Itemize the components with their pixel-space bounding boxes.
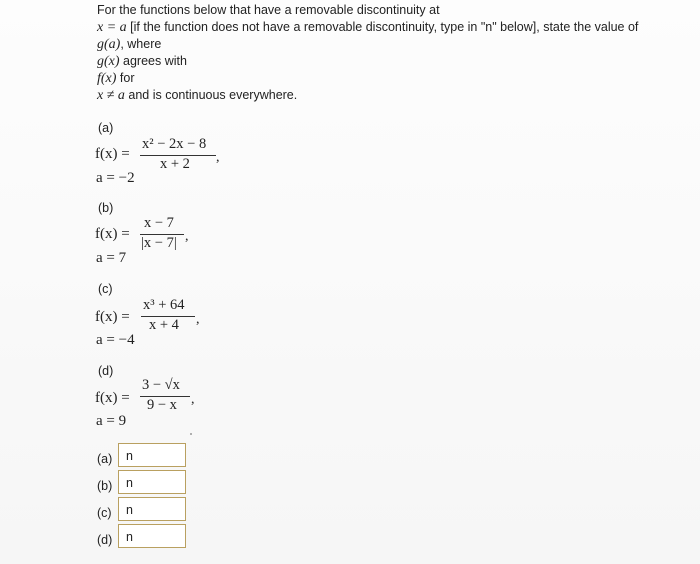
part-d-comma: , [191, 392, 195, 407]
instructions-line-6: x ≠ a and is continuous everywhere. [97, 88, 298, 103]
answer-d-label: (d) [97, 533, 113, 547]
part-b-a-value: a = 7 [96, 250, 127, 266]
part-d-lhs: f(x) = [95, 390, 130, 406]
answer-c-label: (c) [97, 506, 112, 520]
part-c-label: (c) [98, 282, 113, 296]
math-g-of-a: g(a) [97, 37, 121, 52]
answer-d-input[interactable]: n [118, 524, 186, 548]
part-c-comma: , [196, 312, 200, 327]
math-f-of-x: f(x) [97, 71, 117, 86]
math-x-not-a: x ≠ a [97, 88, 125, 103]
part-a-denominator: x + 2 [160, 156, 190, 172]
part-a-lhs: f(x) = [95, 146, 130, 162]
part-a-comma: , [216, 150, 220, 165]
answer-c-input[interactable]: n [118, 497, 186, 521]
stray-dot [190, 433, 192, 435]
part-a-numerator: x² − 2x − 8 [142, 136, 207, 152]
instructions-line-1: For the functions below that have a removable discontinuity at [97, 3, 440, 17]
answer-b-label: (b) [97, 479, 113, 493]
part-b-label: (b) [98, 201, 114, 215]
part-c-lhs: f(x) = [95, 309, 130, 325]
instructions-line-4: g(x) agrees with [97, 54, 187, 69]
part-c-a-value: a = −4 [96, 332, 135, 348]
part-b-denominator: |x − 7| [141, 235, 177, 251]
answer-a-input[interactable]: n [118, 443, 186, 467]
part-b-comma: , [185, 229, 189, 244]
part-c-denominator: x + 4 [149, 317, 179, 333]
part-b-numerator: x − 7 [144, 215, 174, 231]
instructions [97, 2, 638, 104]
part-a-label: (a) [98, 121, 114, 135]
instructions-line-2: x = a [if the function does not have a removable discontinuity, type in "n" below], state the value of [97, 20, 639, 35]
part-c-numerator: x³ + 64 [143, 297, 185, 313]
answer-b-input[interactable]: n [118, 470, 186, 494]
part-b-lhs: f(x) = [95, 226, 130, 242]
instructions-line-3: g(a), where [97, 37, 162, 52]
math-x-equals-a: x = a [97, 20, 127, 35]
instructions-line-5: f(x) for [97, 71, 135, 86]
part-a-a-value: a = −2 [96, 170, 135, 186]
math-g-of-x: g(x) [97, 54, 120, 69]
part-d-numerator: 3 − √x [142, 377, 180, 393]
answer-a-label: (a) [97, 452, 113, 466]
part-d-a-value: a = 9 [96, 413, 127, 429]
part-d-label: (d) [98, 364, 114, 378]
part-d-denominator: 9 − x [147, 397, 177, 413]
